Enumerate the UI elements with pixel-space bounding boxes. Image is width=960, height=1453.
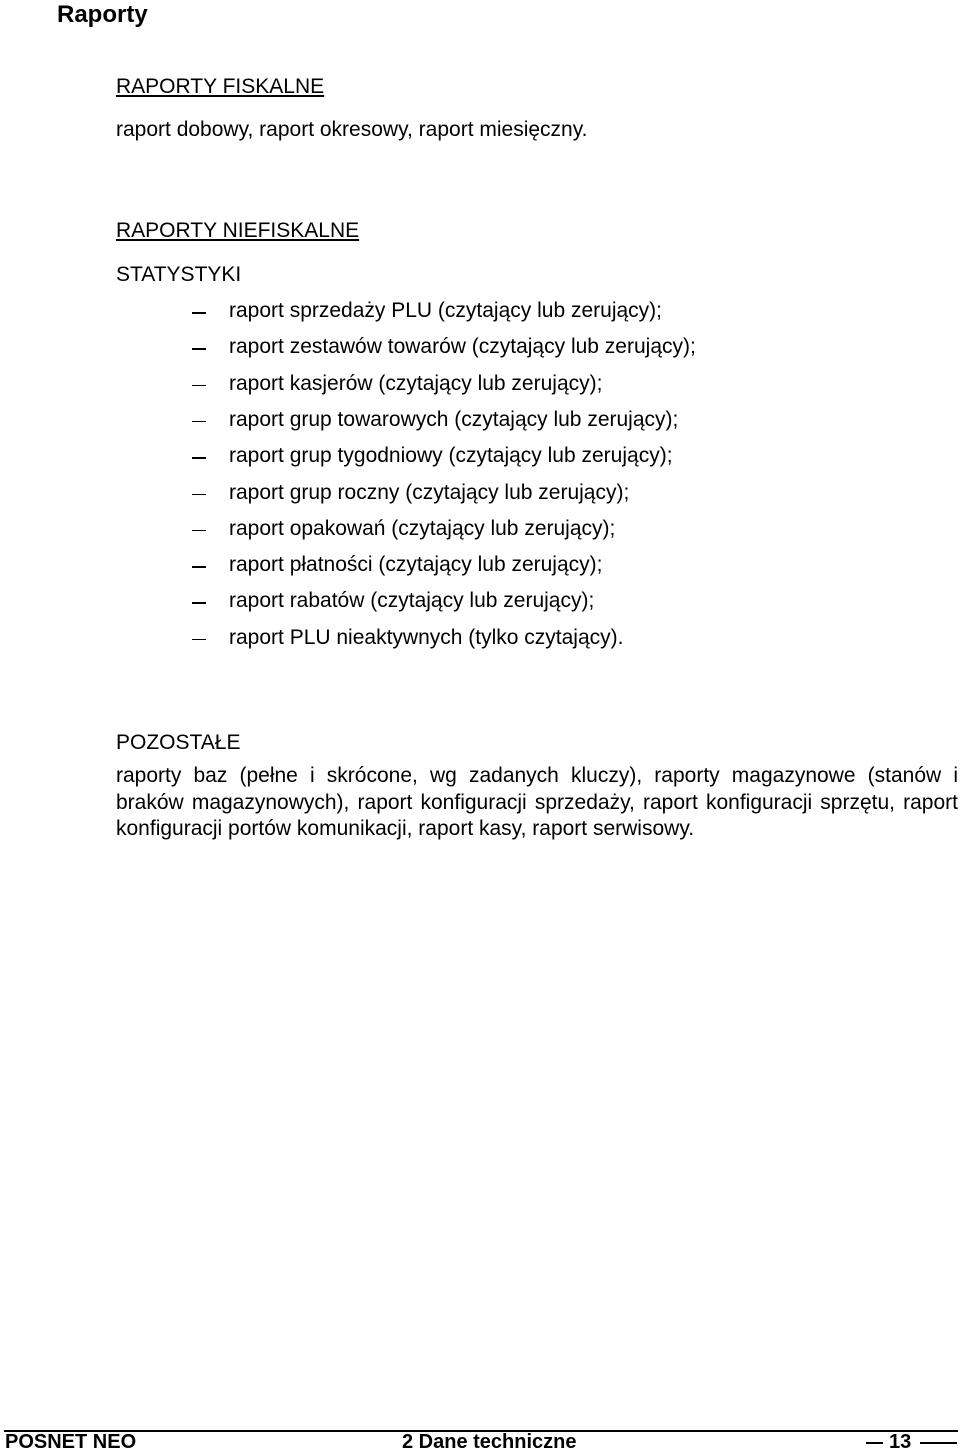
list-item — [0, 407, 960, 443]
list-item-text: raport płatności (czytający lub zerujący); — [229, 553, 603, 577]
dash-bullet — [192, 385, 206, 387]
dash-bullet — [192, 312, 206, 314]
list-item — [0, 371, 960, 407]
statistics-subheading: STATYSTYKI — [116, 263, 242, 286]
dash-bullet — [192, 602, 206, 604]
other-reports-text: raporty baz (pełne i skrócone, wg zadanych kluczy), raporty magazynowe (stanów i braków magazynowych), raport konfiguracji sprzedaży, raport konfiguracji sprzętu, raport konfiguracji portów komunikacji, raport kasy, raport serwisowy. — [116, 764, 958, 841]
page-title: Raporty — [57, 1, 148, 28]
footer-dash-left — [866, 1442, 883, 1444]
list-item — [0, 552, 960, 588]
list-item — [0, 588, 960, 624]
dash-bullet — [192, 457, 206, 459]
dash-bullet — [192, 348, 206, 350]
list-item — [0, 443, 960, 479]
list-item-text: raport grup roczny (czytający lub zerujący); — [229, 480, 630, 504]
list-item-text: raport PLU nieaktywnych (tylko czytający). — [229, 625, 624, 649]
list-item-text: raport opakowań (czytający lub zerujący); — [229, 516, 616, 540]
dash-bullet — [192, 421, 206, 423]
fiscal-reports-text: raport dobowy, raport okresowy, raport miesięczny. — [116, 118, 588, 141]
dash-bullet — [192, 639, 206, 641]
footer-section-title: 2 Dane techniczne — [402, 1431, 577, 1453]
list-item-text: raport rabatów (czytający lub zerujący); — [229, 589, 595, 613]
list-item-text: raport zestawów towarów (czytający lub zerujący); — [229, 335, 696, 359]
dash-bullet — [192, 566, 206, 568]
dash-bullet — [192, 494, 206, 496]
list-item — [0, 480, 960, 516]
other-reports-heading: POZOSTAŁE — [116, 731, 241, 754]
nonfiscal-reports-heading: RAPORTY NIEFISKALNE — [116, 219, 360, 242]
list-item — [0, 625, 960, 661]
footer-page-number: 13 — [889, 1431, 912, 1453]
list-item-text: raport sprzedaży PLU (czytający lub zerujący); — [229, 299, 662, 322]
list-item — [0, 334, 960, 370]
list-item-text: raport grup tygodniowy (czytający lub zerujący); — [229, 444, 673, 468]
list-item — [0, 516, 960, 552]
fiscal-reports-heading: RAPORTY FISKALNE — [116, 75, 325, 98]
dash-bullet — [192, 530, 206, 532]
list-item-text: raport grup towarowych (czytający lub zerujący); — [229, 407, 679, 431]
list-item-text: raport kasjerów (czytający lub zerujący); — [229, 371, 603, 395]
footer-dash-right — [920, 1442, 957, 1444]
list-item — [0, 298, 960, 334]
footer-product-name: POSNET NEO — [5, 1431, 137, 1453]
